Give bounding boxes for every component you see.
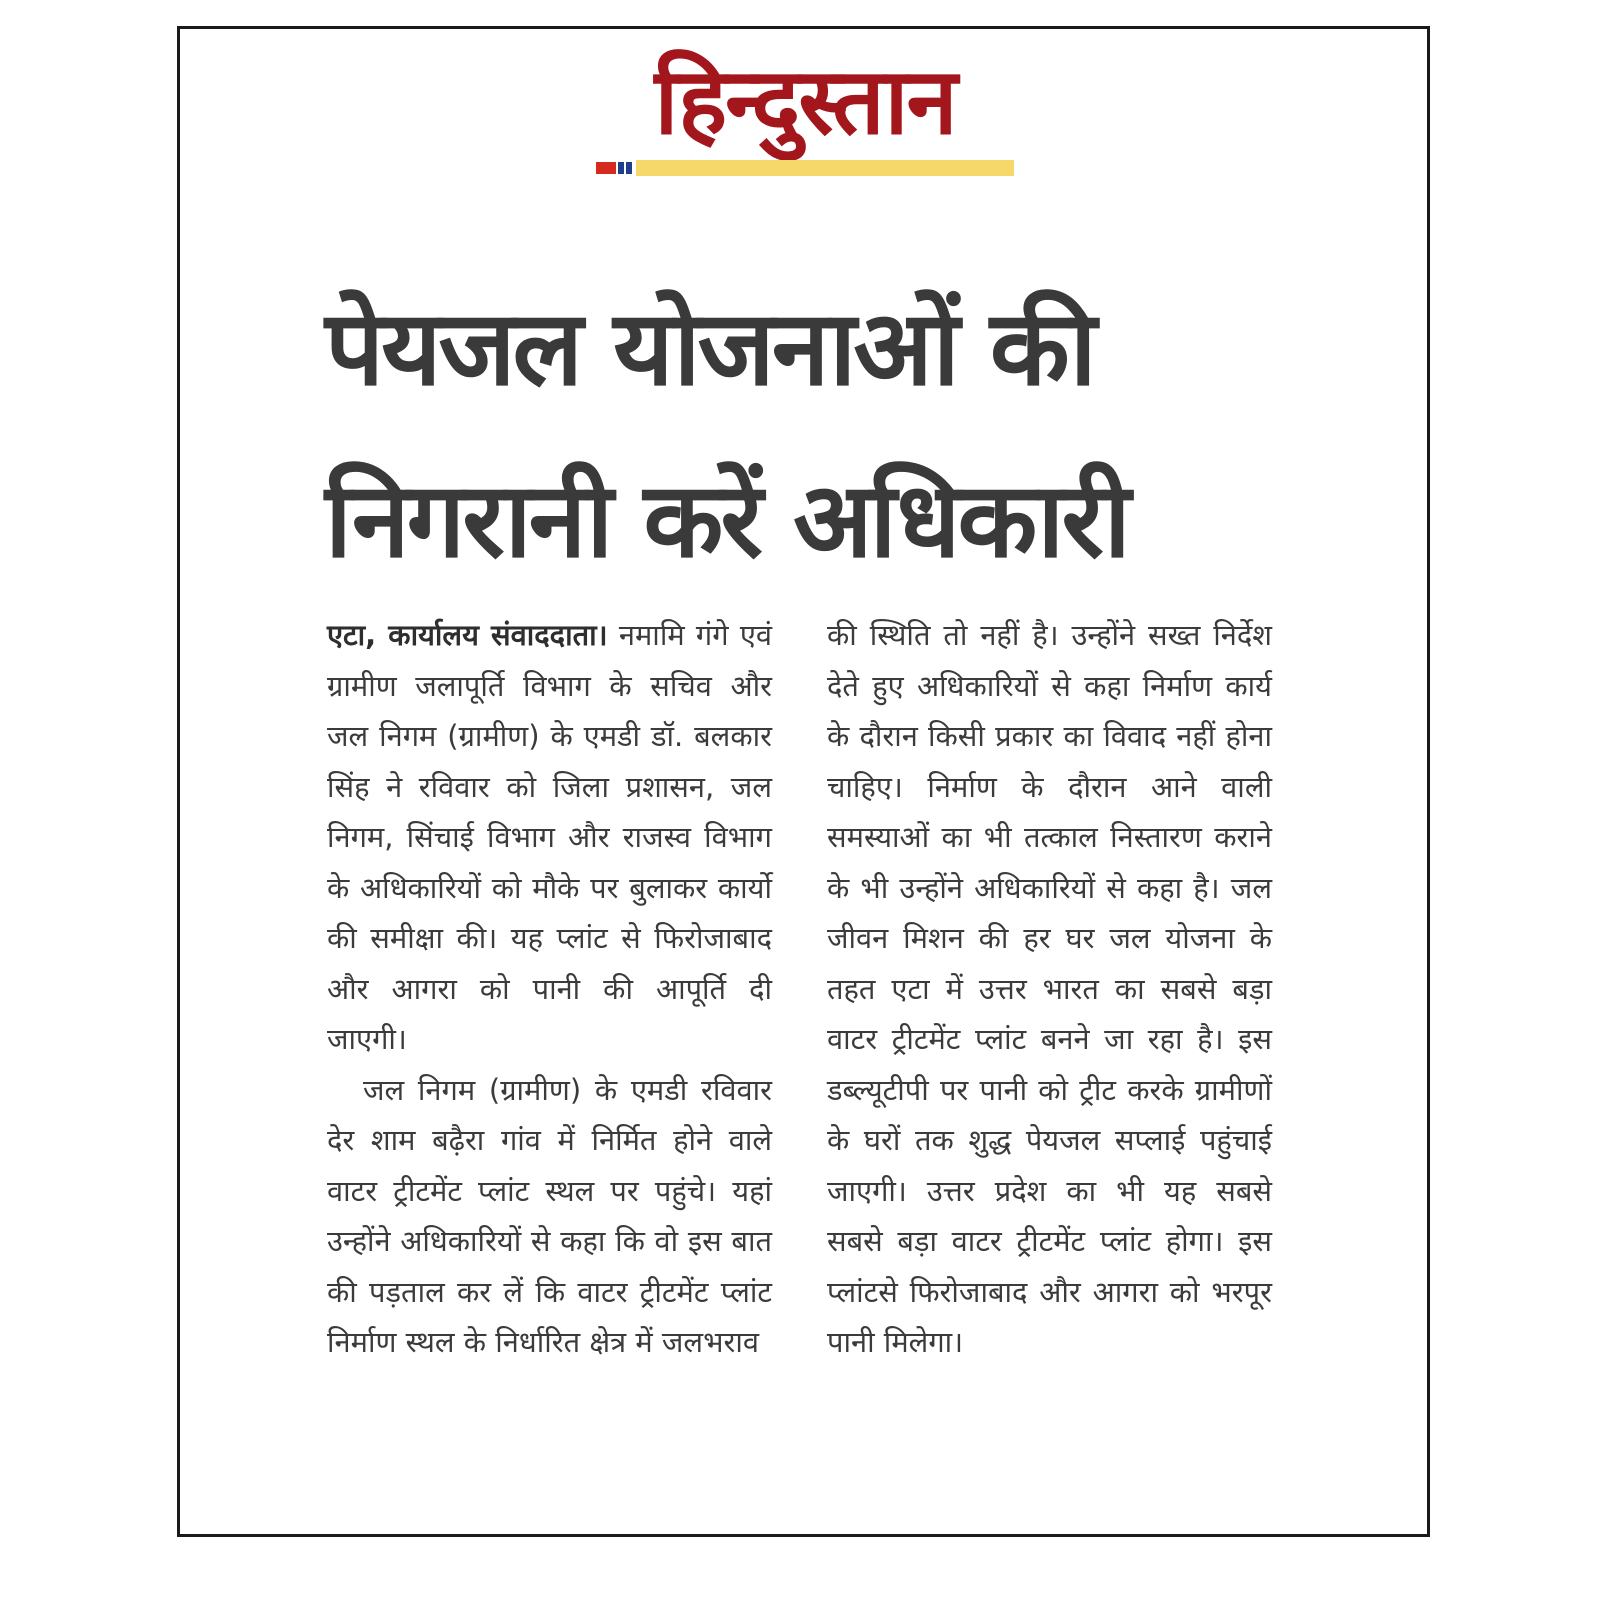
article-paragraph: की स्थिति तो नहीं है। उन्होंने सख्त निर्देश देते हुए अधिकारियों से कहा निर्माण कार्य के दौरान किसी प्रकार का विवाद नहीं होना चाहिए। निर्माण के दौरान आने वाली समस्याओं का भी तत्काल निस्तारण कराने के भी उन्होंने अधिकारियों से कहा है। जल जीवन मिशन की हर घर जल योजना के तहत एटा में उत्तर भारत का सबसे बड़ा वाटर ट्रीटमेंट प्लांट बनने जा रहा है। इस डब्ल्यूटीपी पर पानी को ट्रीट करके ग्रामीणों के घरों तक शुद्ध पेयजल सप्लाई पहुंचाई जाएगी। उत्तर प्रदेश का भी यह सबसे सबसे बड़ा वाटर ट्रीटमेंट प्लांट होगा। इस प्लांटसे फिरोजाबाद और आगरा को भरपूर पानी मिलेगा। — [827, 618, 1272, 1359]
article-headline — [325, 262, 1285, 606]
article-paragraph: जल निगम (ग्रामीण) के एमडी रविवार देर शाम बढ़ैरा गांव में निर्मित होने वाले वाटर ट्रीटमेंट प्लांट स्थल पर पहुंचे। यहां उन्होंने अधिकारियों से कहा कि वो इस बात की पड़ताल कर लें कि वाटर ट्रीटमेंट प्लांट निर्माण स्थल के निर्धारित क्षेत्र में जलभराव — [327, 1072, 772, 1359]
masthead-bar-yellow-band — [636, 160, 1014, 176]
headline-line-2: निगरानी करें अधिकारी — [325, 459, 1128, 581]
newspaper-masthead — [590, 42, 1020, 192]
article-paragraph — [327, 610, 772, 1065]
masthead-bar-blue-stripe — [626, 162, 632, 174]
headline-line-1: पेयजल योजनाओं की — [325, 287, 1094, 409]
masthead-bar-blue-stripe — [618, 162, 624, 174]
masthead-bar-red-block — [596, 162, 616, 174]
masthead-color-bar — [596, 160, 1014, 176]
article-column-left — [327, 610, 772, 1368]
article-column-right — [827, 610, 1272, 1368]
article-paragraph-text: नमामि गंगे एवं ग्रामीण जलापूर्ति विभाग के सचिव और जल निगम (ग्रामीण) के एमडी डॉ. बलकार सिंह ने रविवार को जिला प्रशासन, जल निगम, सिंचाई विभाग और राजस्व विभाग के अधिकारियों को मौके पर बुलाकर कार्यो की समीक्षा की। यह प्लांट से फिरोजाबाद और आगरा को पानी की आपूर्ति दी जाएगी। — [327, 618, 773, 1056]
masthead-logo-text: हिन्दुस्तान — [654, 48, 956, 155]
article-dateline: एटा, कार्यालय संवाददाता। — [327, 618, 608, 652]
